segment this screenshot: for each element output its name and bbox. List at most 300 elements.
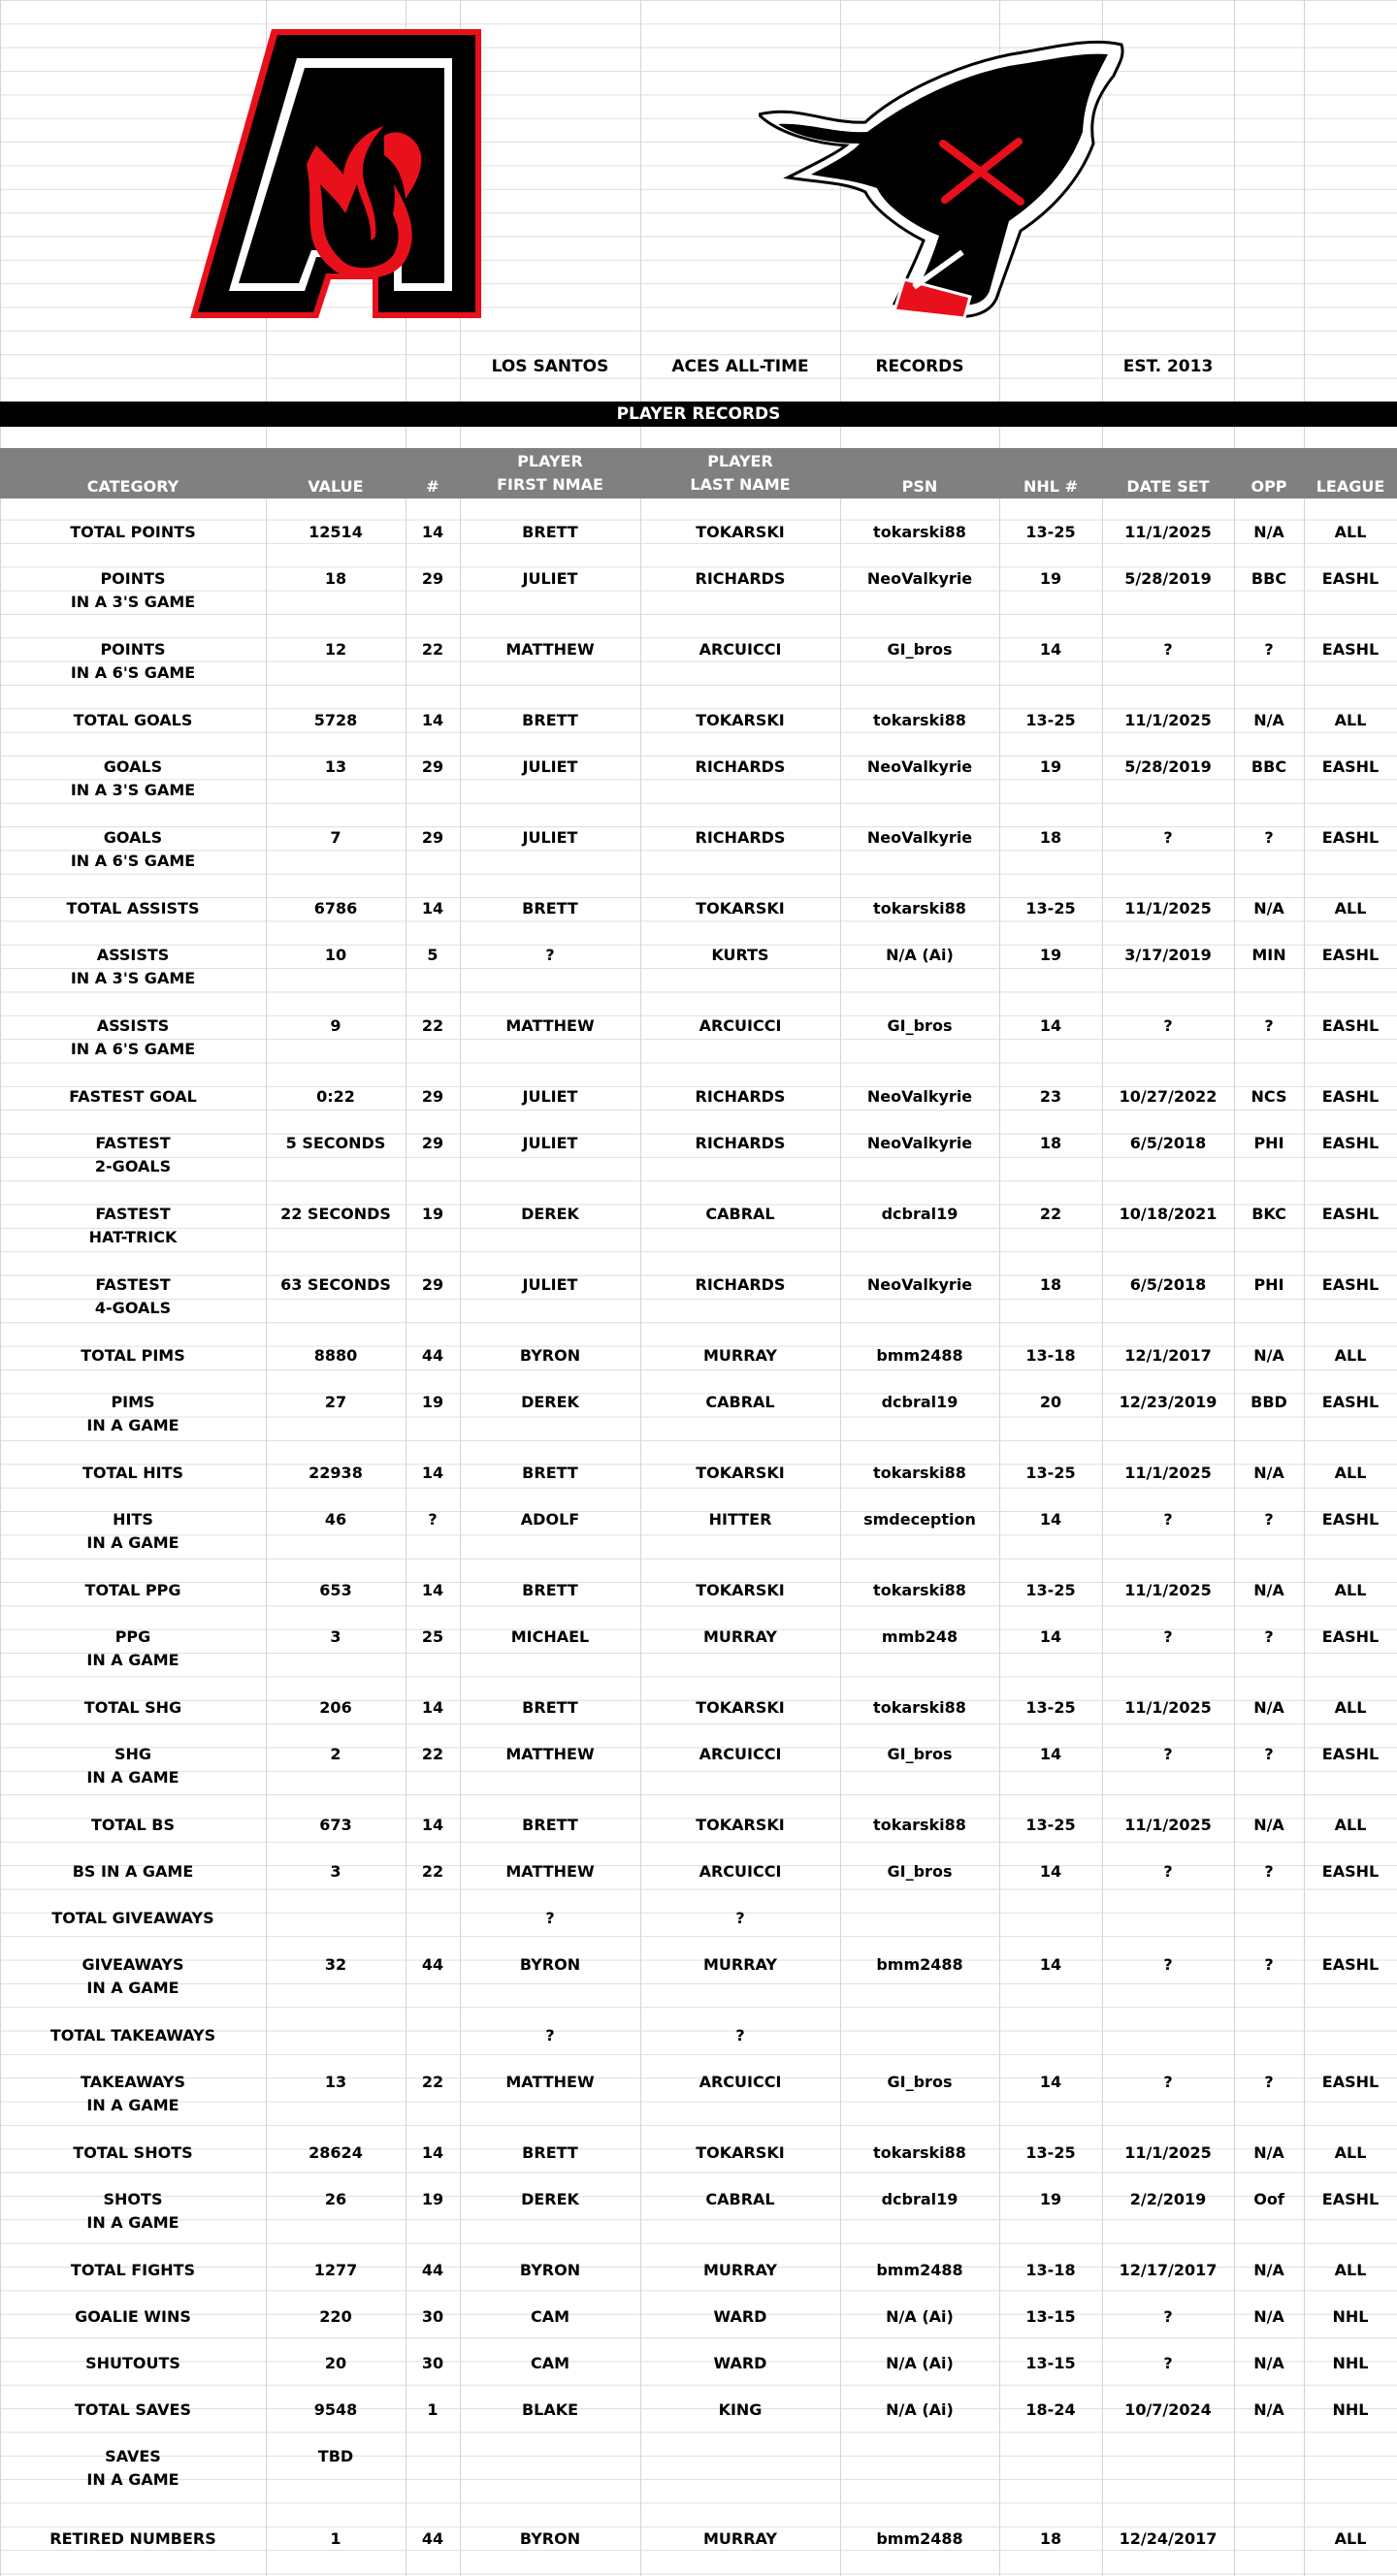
nhl-cell: 18 <box>1039 1275 1062 1294</box>
category-line-2: IN A 6'S GAME <box>70 852 196 870</box>
nhl-cell: 14 <box>1039 640 1062 659</box>
first-cell: ? <box>545 1909 555 1927</box>
num-cell: 14 <box>421 523 444 541</box>
category-line-1: TOTAL POINTS <box>70 523 196 541</box>
opp-cell: N/A <box>1253 1581 1284 1599</box>
category-line-2: IN A 6'S GAME <box>70 1040 196 1058</box>
category-line-1: POINTS <box>100 640 166 659</box>
league-cell <box>1304 2445 1397 2468</box>
value-cell: 6786 <box>313 899 358 918</box>
category-cell <box>0 2024 266 2047</box>
nhl-cell: 14 <box>1039 1510 1062 1529</box>
date-cell <box>1102 2445 1234 2468</box>
opp-cell: ? <box>1264 828 1274 847</box>
num-cell: 25 <box>421 1627 444 1646</box>
league-cell: EASHL <box>1321 1510 1380 1529</box>
opp-cell: PHI <box>1253 1275 1284 1294</box>
value-cell: 1 <box>330 2529 341 2548</box>
league-cell: EASHL <box>1321 569 1380 588</box>
league-cell: EASHL <box>1321 1393 1380 1411</box>
table-header <box>0 448 1397 499</box>
nhl-cell <box>999 2024 1102 2047</box>
last-cell: ARCUICCI <box>698 1016 782 1035</box>
psn-cell: tokarski88 <box>873 2143 966 2162</box>
table-row <box>0 2188 1397 2235</box>
value-cell: 18 <box>324 569 347 588</box>
category-line-2: IN A GAME <box>86 2213 179 2232</box>
category-line-1: GOALIE WINS <box>75 2307 191 2326</box>
category-cell <box>0 1696 266 1720</box>
psn-cell: GI_bros <box>887 2073 953 2091</box>
psn-cell: GI_bros <box>887 1016 953 1035</box>
date-cell: 10/18/2021 <box>1119 1205 1218 1223</box>
category-cell <box>0 567 266 614</box>
psn-cell: NeoValkyrie <box>866 569 973 588</box>
category-cell <box>0 826 266 873</box>
category-line-2: IN A 6'S GAME <box>70 663 196 682</box>
nhl-cell: 13-25 <box>1025 1581 1076 1599</box>
opp-cell <box>1234 1907 1304 1930</box>
category-line-1: TOTAL GOALS <box>73 711 193 729</box>
league-cell: ALL <box>1334 1464 1367 1482</box>
value-cell: 9548 <box>313 2400 358 2419</box>
value-cell: 220 <box>319 2307 352 2326</box>
category-line-1: RETIRED NUMBERS <box>49 2529 216 2548</box>
first-cell: JULIET <box>522 569 578 588</box>
first-cell: CAM <box>530 2354 570 2372</box>
category-line-2: 2-GOALS <box>94 1157 172 1175</box>
psn-cell <box>840 1907 999 1930</box>
last-cell: RICHARDS <box>695 569 786 588</box>
category-cell <box>0 2528 266 2551</box>
num-cell: ? <box>428 1510 438 1529</box>
value-cell: 1277 <box>313 2261 358 2279</box>
category-line-1: TOTAL SHOTS <box>73 2143 193 2162</box>
value-cell: 5728 <box>313 711 358 729</box>
first-cell: BRETT <box>522 711 578 729</box>
opp-cell: PHI <box>1253 1134 1284 1152</box>
opp-cell: N/A <box>1253 711 1284 729</box>
num-cell: 22 <box>421 1862 444 1881</box>
nhl-cell: 13-25 <box>1025 523 1076 541</box>
table-row <box>0 1344 1397 1368</box>
value-cell: 22 SECONDS <box>280 1205 391 1223</box>
category-line-1: TOTAL PIMS <box>81 1346 185 1365</box>
psn-cell: tokarski88 <box>873 1464 966 1482</box>
date-cell: 11/1/2025 <box>1124 1464 1212 1482</box>
num-cell: 14 <box>421 1698 444 1717</box>
league-cell: ALL <box>1334 711 1367 729</box>
table-row <box>0 2024 1397 2047</box>
opp-cell: N/A <box>1253 899 1284 918</box>
nhl-cell: 20 <box>1039 1393 1062 1411</box>
value-cell: 653 <box>319 1581 352 1599</box>
value-cell: 7 <box>330 828 341 847</box>
category-line-1: GOALS <box>103 828 163 847</box>
nhl-cell: 13-15 <box>1025 2307 1076 2326</box>
category-line-2: IN A 3'S GAME <box>70 593 196 611</box>
category-line-1: TOTAL GIVEAWAYS <box>51 1909 214 1927</box>
psn-cell: bmm2488 <box>876 2261 963 2279</box>
last-cell: MURRAY <box>703 2529 777 2548</box>
date-cell <box>1102 2024 1234 2047</box>
psn-cell: N/A (Ai) <box>886 946 954 964</box>
table-row <box>0 1203 1397 1249</box>
first-cell: MATTHEW <box>505 2073 595 2091</box>
category-line-1: TOTAL ASSISTS <box>66 899 200 918</box>
psn-cell: NeoValkyrie <box>866 1087 973 1106</box>
category-cell <box>0 2445 266 2492</box>
num-cell: 22 <box>421 1016 444 1035</box>
opp-cell: N/A <box>1253 1698 1284 1717</box>
value-cell: 22938 <box>309 1464 363 1482</box>
num-cell: 29 <box>421 1134 444 1152</box>
opp-cell: ? <box>1264 1627 1274 1646</box>
psn-cell: GI_bros <box>887 1862 953 1881</box>
category-line-1: GOALS <box>103 757 163 776</box>
last-cell: TOKARSKI <box>696 1698 785 1717</box>
first-cell: DEREK <box>521 1205 579 1223</box>
opp-cell: N/A <box>1253 2143 1284 2162</box>
opp-cell: BBC <box>1251 569 1287 588</box>
last-cell: TOKARSKI <box>696 1816 785 1834</box>
psn-cell <box>840 2024 999 2047</box>
date-cell: 5/28/2019 <box>1124 757 1212 776</box>
category-line-2: IN A 3'S GAME <box>70 969 196 987</box>
last-cell: WARD <box>713 2354 767 2372</box>
nhl-cell: 13-25 <box>1025 1464 1076 1482</box>
value-cell: 3 <box>330 1862 341 1881</box>
first-cell: JULIET <box>522 1134 578 1152</box>
category-line-1: TOTAL FIGHTS <box>70 2261 196 2279</box>
opp-cell: ? <box>1264 1510 1274 1529</box>
psn-cell: tokarski88 <box>873 1816 966 1834</box>
category-line-2: IN A 3'S GAME <box>70 781 196 799</box>
value-cell: 2 <box>330 1745 341 1763</box>
num-cell: 22 <box>421 2073 444 2091</box>
category-line-1: TOTAL SHG <box>83 1698 182 1717</box>
table-row <box>0 944 1397 990</box>
table-row <box>0 1696 1397 1720</box>
value-cell: 32 <box>324 1955 347 1974</box>
psn-cell: bmm2488 <box>876 1346 963 1365</box>
category-cell <box>0 756 266 802</box>
last-cell: RICHARDS <box>695 1087 786 1106</box>
league-cell: ALL <box>1334 2529 1367 2548</box>
league-cell: EASHL <box>1321 2073 1380 2091</box>
last-cell: ARCUICCI <box>698 1862 782 1881</box>
last-cell: TOKARSKI <box>696 1581 785 1599</box>
category-cell <box>0 1273 266 1320</box>
first-cell: DEREK <box>521 1393 579 1411</box>
date-cell: 12/17/2017 <box>1119 2261 1218 2279</box>
num-cell: 22 <box>421 1745 444 1763</box>
last-cell: RICHARDS <box>695 828 786 847</box>
first-cell: MICHAEL <box>510 1627 590 1646</box>
category-line-1: BS IN A GAME <box>72 1862 194 1881</box>
category-cell <box>0 1814 266 1837</box>
psn-cell: tokarski88 <box>873 899 966 918</box>
opp-cell: NCS <box>1251 1087 1287 1106</box>
last-cell: WARD <box>713 2307 767 2326</box>
first-cell: JULIET <box>522 1087 578 1106</box>
date-cell: ? <box>1163 1745 1173 1763</box>
table-row <box>0 521 1397 544</box>
league-cell: EASHL <box>1321 1745 1380 1763</box>
title-label: ACES ALL-TIME <box>671 357 809 376</box>
first-cell: BYRON <box>519 2529 581 2548</box>
category-cell <box>0 2259 266 2282</box>
num-cell: 29 <box>421 569 444 588</box>
last-cell: ARCUICCI <box>698 2073 782 2091</box>
num-cell: 14 <box>421 1816 444 1834</box>
last-cell: MURRAY <box>703 1627 777 1646</box>
category-cell <box>0 1508 266 1555</box>
value-cell <box>266 1907 406 1930</box>
opp-cell: ? <box>1264 640 1274 659</box>
num-cell: 14 <box>421 711 444 729</box>
last-cell: CABRAL <box>705 1205 775 1223</box>
first-cell: DEREK <box>521 2190 579 2208</box>
psn-cell: GI_bros <box>887 640 953 659</box>
num-cell <box>406 1907 460 1930</box>
category-line-2: IN A GAME <box>86 1416 179 1434</box>
category-line-2: IN A GAME <box>86 1768 179 1787</box>
psn-cell: bmm2488 <box>876 1955 963 1974</box>
date-cell: 11/1/2025 <box>1124 1581 1212 1599</box>
header-first-name: PLAYER FIRST NMAE <box>497 452 603 494</box>
first-cell: ? <box>545 2026 555 2045</box>
value-cell: 0:22 <box>316 1087 355 1106</box>
nhl-cell <box>999 1907 1102 1930</box>
value-cell: 13 <box>324 757 347 776</box>
opp-cell: ? <box>1264 1016 1274 1035</box>
league-cell: EASHL <box>1321 828 1380 847</box>
date-cell: 12/1/2017 <box>1124 1346 1212 1365</box>
num-cell: 19 <box>421 2190 444 2208</box>
nhl-cell: 13-25 <box>1025 899 1076 918</box>
league-cell: NHL <box>1332 2307 1369 2326</box>
header-date: DATE SET <box>1126 477 1210 496</box>
table-row <box>0 709 1397 732</box>
league-cell: EASHL <box>1321 757 1380 776</box>
last-cell: TOKARSKI <box>696 1464 785 1482</box>
location-label: LOS SANTOS <box>491 357 609 376</box>
nhl-cell: 19 <box>1039 569 1062 588</box>
date-cell: ? <box>1163 1627 1173 1646</box>
opp-cell: ? <box>1264 2073 1274 2091</box>
opp-cell: N/A <box>1253 523 1284 541</box>
table-row <box>0 756 1397 802</box>
nhl-cell: 14 <box>1039 2073 1062 2091</box>
num-cell: 29 <box>421 828 444 847</box>
header-nhl: NHL # <box>1023 477 1078 496</box>
nhl-cell: 23 <box>1039 1087 1062 1106</box>
date-cell: 6/5/2018 <box>1129 1134 1207 1152</box>
date-cell: 11/1/2025 <box>1124 899 1212 918</box>
psn-cell: tokarski88 <box>873 1581 966 1599</box>
table-row <box>0 826 1397 873</box>
category-cell <box>0 1085 266 1109</box>
nhl-cell: 13-18 <box>1025 2261 1076 2279</box>
table-row <box>0 1907 1397 1930</box>
category-cell <box>0 1344 266 1368</box>
category-cell <box>0 1953 266 2000</box>
opp-cell: N/A <box>1253 1464 1284 1482</box>
league-cell: EASHL <box>1321 1275 1380 1294</box>
psn-cell: tokarski88 <box>873 1698 966 1717</box>
last-cell: RICHARDS <box>695 1134 786 1152</box>
league-cell: ALL <box>1334 1581 1367 1599</box>
last-cell: ARCUICCI <box>698 1745 782 1763</box>
opp-cell: ? <box>1264 1745 1274 1763</box>
bandana-sticks-logo <box>759 37 1129 318</box>
num-cell: 19 <box>421 1393 444 1411</box>
opp-cell: N/A <box>1253 2307 1284 2326</box>
header-number: # <box>426 477 439 496</box>
date-cell: ? <box>1163 2354 1173 2372</box>
nhl-cell: 13-25 <box>1025 2143 1076 2162</box>
category-line-1: TAKEAWAYS <box>81 2073 185 2091</box>
value-cell: 26 <box>324 2190 347 2208</box>
first-cell: JULIET <box>522 1275 578 1294</box>
date-cell: 11/1/2025 <box>1124 1698 1212 1717</box>
date-cell: 11/1/2025 <box>1124 523 1212 541</box>
category-line-1: TOTAL TAKEAWAYS <box>49 2026 216 2045</box>
table-row <box>0 2259 1397 2282</box>
num-cell: 22 <box>421 640 444 659</box>
category-line-1: ASSISTS <box>96 946 170 964</box>
first-cell: BYRON <box>519 1346 581 1365</box>
first-cell: MATTHEW <box>505 640 595 659</box>
last-cell: MURRAY <box>703 1955 777 1974</box>
date-cell: ? <box>1163 828 1173 847</box>
value-cell: 3 <box>330 1627 341 1646</box>
header-league: LEAGUE <box>1316 477 1385 496</box>
num-cell: 44 <box>421 2529 444 2548</box>
num-cell: 44 <box>421 1955 444 1974</box>
psn-cell <box>840 2445 999 2468</box>
date-cell: ? <box>1163 1016 1173 1035</box>
num-cell: 44 <box>421 1346 444 1365</box>
psn-cell: NeoValkyrie <box>866 1275 973 1294</box>
nhl-cell: 13-18 <box>1025 1346 1076 1365</box>
date-cell: 11/1/2025 <box>1124 2143 1212 2162</box>
first-cell: BRETT <box>522 1816 578 1834</box>
last-cell: TOKARSKI <box>696 899 785 918</box>
table-row <box>0 1391 1397 1437</box>
psn-cell: N/A (Ai) <box>886 2354 954 2372</box>
nhl-cell: 18-24 <box>1025 2400 1076 2419</box>
table-row <box>0 1085 1397 1109</box>
header-last-name: PLAYER LAST NAME <box>690 452 791 494</box>
nhl-cell: 18 <box>1039 2529 1062 2548</box>
psn-cell: dcbral19 <box>881 1393 958 1411</box>
date-cell: 5/28/2019 <box>1124 569 1212 588</box>
num-cell <box>406 2024 460 2047</box>
opp-cell: MIN <box>1251 946 1286 964</box>
value-cell: 673 <box>319 1816 352 1834</box>
opp-cell <box>1234 2445 1304 2468</box>
last-cell: MURRAY <box>703 1346 777 1365</box>
num-cell: 14 <box>421 1464 444 1482</box>
category-cell <box>0 1391 266 1437</box>
date-cell <box>1102 1907 1234 1930</box>
nhl-cell: 13-25 <box>1025 1698 1076 1717</box>
first-cell: BRETT <box>522 1698 578 1717</box>
opp-cell: N/A <box>1253 2261 1284 2279</box>
league-cell: EASHL <box>1321 1016 1380 1035</box>
psn-cell: GI_bros <box>887 1745 953 1763</box>
league-cell: ALL <box>1334 523 1367 541</box>
category-cell <box>0 1743 266 1789</box>
category-cell <box>0 1907 266 1930</box>
value-cell: 46 <box>324 1510 347 1529</box>
category-cell <box>0 944 266 990</box>
opp-cell: N/A <box>1253 1346 1284 1365</box>
last-cell: RICHARDS <box>695 1275 786 1294</box>
nhl-cell: 19 <box>1039 757 1062 776</box>
header-psn: PSN <box>901 477 938 496</box>
last-cell: ? <box>735 2026 745 2045</box>
psn-cell: dcbral19 <box>881 2190 958 2208</box>
league-cell: EASHL <box>1321 946 1380 964</box>
date-cell: 6/5/2018 <box>1129 1275 1207 1294</box>
date-cell: ? <box>1163 1510 1173 1529</box>
last-cell: TOKARSKI <box>696 2143 785 2162</box>
category-cell <box>0 1014 266 1061</box>
nhl-cell: 13-15 <box>1025 2354 1076 2372</box>
nhl-cell: 13-25 <box>1025 1816 1076 1834</box>
category-line-1: TOTAL PPG <box>84 1581 181 1599</box>
psn-cell: NeoValkyrie <box>866 828 973 847</box>
value-cell: 20 <box>324 2354 347 2372</box>
nhl-cell: 14 <box>1039 1862 1062 1881</box>
psn-cell: NeoValkyrie <box>866 757 973 776</box>
first-cell: MATTHEW <box>505 1745 595 1763</box>
num-cell <box>406 2445 460 2468</box>
value-cell: 8880 <box>313 1346 358 1365</box>
value-cell: 12 <box>324 640 347 659</box>
psn-cell: smdeception <box>863 1510 976 1529</box>
nhl-cell: 13-25 <box>1025 711 1076 729</box>
date-cell: 10/7/2024 <box>1124 2400 1212 2419</box>
psn-cell: dcbral19 <box>881 1205 958 1223</box>
num-cell: 29 <box>421 1275 444 1294</box>
league-cell <box>1304 2024 1397 2047</box>
num-cell: 29 <box>421 1087 444 1106</box>
psn-cell: N/A (Ai) <box>886 2307 954 2326</box>
category-line-1: SHG <box>114 1745 152 1763</box>
category-cell <box>0 897 266 920</box>
num-cell: 19 <box>421 1205 444 1223</box>
last-cell: KING <box>718 2400 763 2419</box>
league-cell: EASHL <box>1321 1862 1380 1881</box>
league-cell: NHL <box>1332 2354 1369 2372</box>
category-cell <box>0 2188 266 2235</box>
nhl-cell: 18 <box>1039 1134 1062 1152</box>
table-row <box>0 1508 1397 1555</box>
last-cell: ? <box>735 1909 745 1927</box>
last-cell: CABRAL <box>705 2190 775 2208</box>
opp-cell: BKC <box>1251 1205 1286 1223</box>
category-line-2: IN A GAME <box>86 2470 179 2489</box>
date-cell: ? <box>1163 1862 1173 1881</box>
opp-cell: BBC <box>1251 757 1287 776</box>
table-row <box>0 1273 1397 1320</box>
header-opp: OPP <box>1251 477 1287 496</box>
category-line-1: TOTAL SAVES <box>75 2400 191 2419</box>
